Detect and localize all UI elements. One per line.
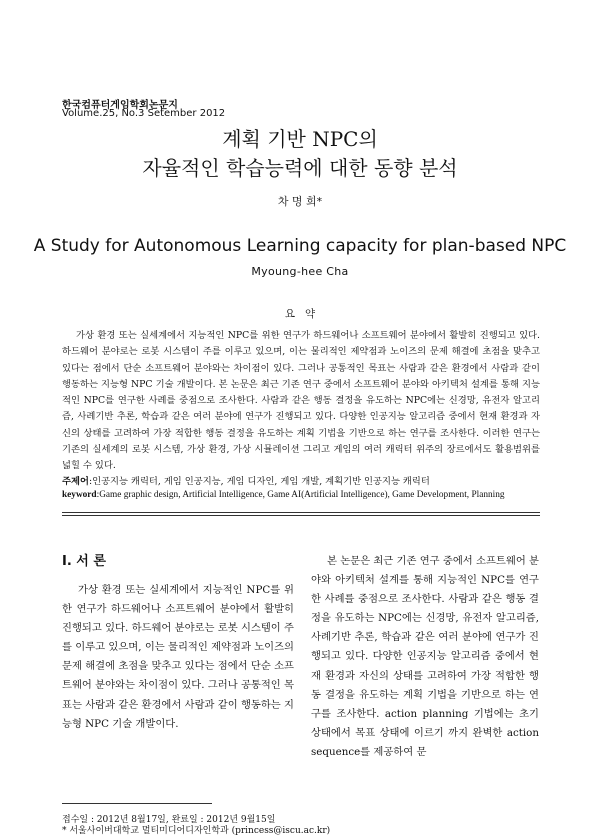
keywords-ko-text: :인공지능 캐릭터, 게임 인공지능, 게임 디자인, 게임 개발, 계획기반 인공지능 캐릭터 bbox=[88, 476, 430, 487]
footnote-dates: 접수일 : 2012년 8월17일, 완료일 : 2012년 9월15일 bbox=[62, 815, 276, 825]
author-en: Myoung-hee Cha bbox=[251, 265, 349, 278]
keywords-en-label: keyword bbox=[62, 490, 97, 500]
journal-name: 한국컴퓨터게임학회논문지 bbox=[62, 100, 178, 111]
journal-volume: Volume.25, No.3 Setember 2012 bbox=[62, 108, 226, 119]
keywords-ko bbox=[62, 473, 540, 487]
keywords-en-text: :Game graphic design, Artificial Intelligence, Game AI(Artificial Intelligence), Game Development, Planning bbox=[96, 490, 505, 500]
body-right-column: 본 논문은 최근 기존 연구 중에서 소프트웨어 분야와 아키텍처 설계를 통해 지능적인 NPC를 연구한 사례를 중점으로 조사한다. 사람과 같은 행동 결정을 유도하는 NPC에는 신경망, 유전자 알고리즘, 사례기반 추론, 학습과 같은 여러 분야에 연구가 진행되고 있다. 다양한 인공지능 알고리즘 중에서 현재 환경과 자신의 상태를 고려하여 가장 적합한 행동 결정을 유도하는 계획 기법을 기반으로 하는 연구를 조사한다. action planning 기법에는 초기 상태에서 목표 상태에 이르기 까지 완벽한 action sequence를 제공하여 문 bbox=[311, 555, 539, 758]
author-ko: 차 명 희* bbox=[277, 195, 323, 208]
footnote-affiliation: * 서울사이버대학교 멀티미디어디자인학과 (princess@iscu.ac.kr) bbox=[62, 826, 331, 836]
keywords-en bbox=[62, 490, 540, 500]
title-ko-line2: 자율적인 학습능력에 대한 동향 분석 bbox=[142, 156, 458, 180]
keywords-ko-label: 주제어 bbox=[62, 476, 89, 487]
divider-bottom bbox=[62, 515, 540, 516]
abstract-text: 가상 환경 또는 실세계에서 지능적인 NPC를 위한 연구가 하드웨어나 소프트웨어 분야에서 활발히 진행되고 있다. 하드웨어 분야로는 로봇 시스템이 주를 이루고 있으며, 이는 물리적인 제약점과 노이즈의 문제 해결에 초점을 맞추고 있다는 점에서 단순 소프트웨어 분야와는 차이점이 있다. 그러나 공통적인 목표는 사람과 같은 환경에서 사람과 같이 행동하는 지능형 NPC 기술 개발이다. 본 논문은 최근 기존 연구 중에서 소프트웨어 분야와 아키텍처 설계를 통해 지능적인 NPC를 연구한 사례를 중점으로 조사한다. 사람과 같은 행동 결정을 유도하는 NPC에는 신경망, 유전자 알고리즘, 사례기반 추론, 학습과 같은 여러 분야에 연구가 진행되고 있다. 다양한 인공지능 알고리즘 중에서 현재 환경과 자신의 상태를 고려하여 가장 적합한 행동 결정을 유도하는 계획 기법을 기반으로 하는 연구를 조사한다. 이러한 연구는 기존의 실세계의 로봇 시스템, 가상 환경, 가상 시뮬레이션 그리고 게임의 여러 캐릭터 위주의 장르에서도 활용범위를 넓힐 수 있다. bbox=[62, 330, 540, 472]
abstract-heading: 요약 bbox=[284, 308, 326, 320]
title-en: A Study for Autonomous Learning capacity for plan-based NPC bbox=[33, 236, 567, 256]
footnote-rule bbox=[62, 803, 212, 804]
title-ko-line1: 계획 기반 NPC의 bbox=[222, 127, 378, 151]
body-left-column: 가상 환경 또는 실세계에서 지능적인 NPC를 위한 연구가 하드웨어나 소프트웨어 분야에서 활발히 진행되고 있다. 하드웨어 분야로는 로봇 시스템이 주를 이루고 있으며, 이는 물리적인 제약점과 노이즈의 문제 해결에 초점을 맞추고 있다는 점에서 단순 소프트웨어 분야와는 차이점이 있다. 그러나 공통적인 목표는 사람과 같은 환경에서 사람과 같이 행동하는 지능형 NPC 기술 개발이다. bbox=[62, 584, 294, 730]
divider-top bbox=[62, 512, 540, 513]
section-heading: Ⅰ. 서 론 bbox=[62, 554, 106, 569]
